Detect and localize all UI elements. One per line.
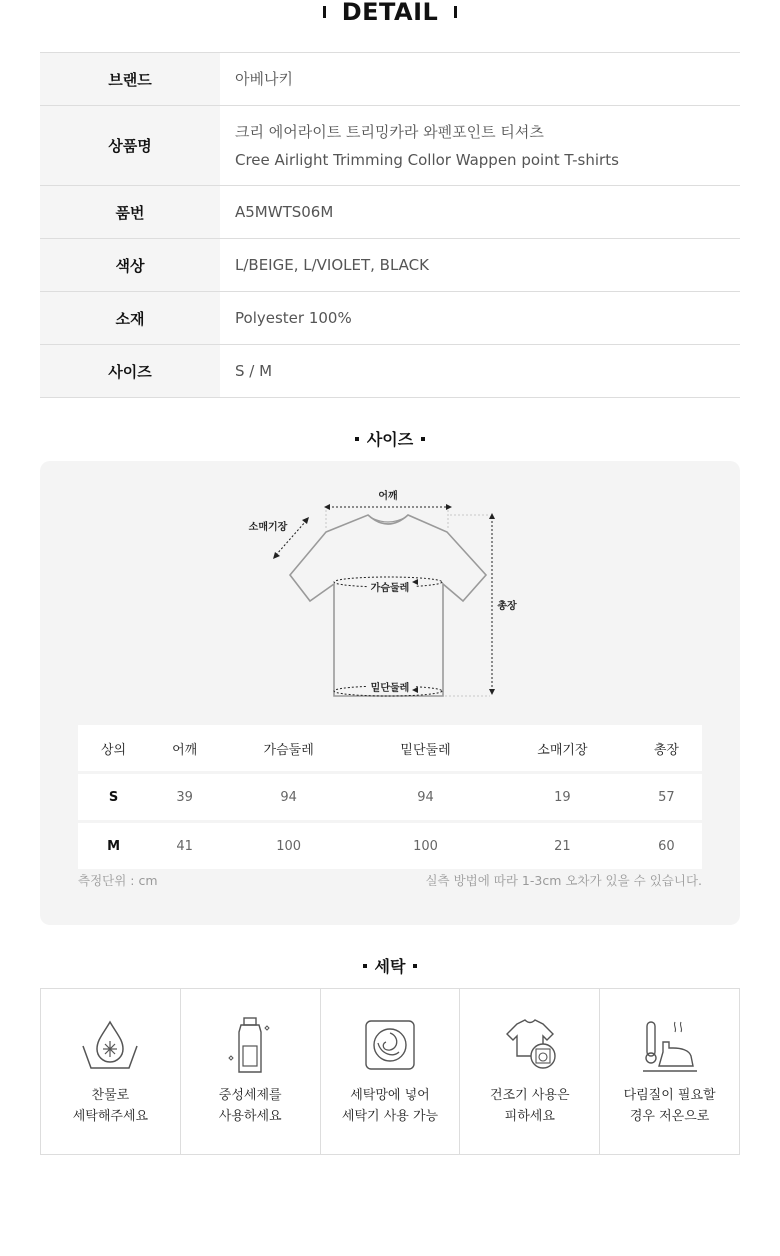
wash-care-line1: 중성세제를: [218, 1088, 282, 1103]
neutral-detergent-icon: [219, 1015, 281, 1077]
size-header-cell: 소매기장: [494, 725, 631, 771]
wash-care-line2: 피하세요: [504, 1109, 555, 1124]
size-cell: 100: [357, 823, 494, 869]
detail-label: 상품명: [40, 106, 220, 185]
wash-care-line2: 세탁해주세요: [72, 1109, 149, 1124]
size-title-text: 사이즈: [366, 430, 414, 449]
diagram-label-shoulder: 어깨: [378, 491, 398, 502]
detail-title-text: DETAIL: [341, 0, 439, 26]
no-tumble-dry-icon: [499, 1015, 561, 1077]
size-cell: M: [78, 823, 149, 869]
title-bar-right: [454, 6, 457, 18]
laundry-net-icon: [359, 1015, 421, 1077]
detail-row-brand: [40, 53, 740, 106]
size-cell: 41: [149, 823, 220, 869]
size-guide-box: [40, 461, 740, 925]
size-cell: S: [78, 774, 149, 820]
detail-value: S / M: [235, 362, 273, 380]
size-header-cell: 가슴둘레: [220, 725, 357, 771]
tshirt-outline: [290, 515, 486, 696]
detail-row-product-name: [40, 106, 740, 186]
wash-title-text: 세탁: [374, 957, 406, 976]
wash-care-line1: 찬물로: [91, 1088, 130, 1103]
wash-care-item: [460, 989, 600, 1154]
wash-care-line2: 세탁기 사용 가능: [341, 1109, 439, 1124]
size-table-row: [78, 823, 702, 869]
detail-label: 색상: [40, 239, 220, 291]
size-header-cell: 어깨: [149, 725, 220, 771]
detail-value: 아베나키: [235, 70, 293, 88]
size-cell: 94: [357, 774, 494, 820]
low-iron-icon: [639, 1015, 701, 1077]
measurement-error-note: 실측 방법에 따라 1-3cm 오차가 있을 수 있습니다.: [425, 873, 702, 888]
wash-care-line1: 건조기 사용은: [490, 1088, 570, 1103]
size-header-cell: 상의: [78, 725, 149, 771]
size-header-cell: 총장: [631, 725, 702, 771]
detail-value: Polyester 100%: [235, 309, 352, 327]
tshirt-measurement-diagram: [240, 483, 540, 708]
detail-row-size: [40, 345, 740, 398]
detail-section-title: [0, 0, 780, 26]
cold-water-wash-icon: [79, 1015, 141, 1077]
detail-row-item-number: [40, 186, 740, 239]
size-cell: 94: [220, 774, 357, 820]
title-bar-left: [323, 6, 326, 18]
wash-care-item: [321, 989, 461, 1154]
size-cell: 19: [494, 774, 631, 820]
detail-value: L/BEIGE, L/VIOLET, BLACK: [235, 256, 429, 274]
wash-care-line2: 경우 저온으로: [629, 1109, 710, 1124]
wash-section-title: [0, 954, 780, 977]
measurement-unit-note: 측정단위 : cm: [78, 873, 158, 888]
detail-label: 품번: [40, 186, 220, 238]
diagram-label-hem: 밑단둘레: [370, 683, 410, 694]
detail-label: 사이즈: [40, 345, 220, 397]
size-cell: 57: [631, 774, 702, 820]
product-detail-table: [40, 52, 740, 398]
size-cell: 39: [149, 774, 220, 820]
detail-value: A5MWTS06M: [235, 203, 334, 221]
diagram-label-chest: 가슴둘레: [370, 583, 410, 594]
wash-care-item: [600, 989, 739, 1154]
wash-care-line1: 다림질이 필요할: [623, 1088, 716, 1103]
detail-label: 소재: [40, 292, 220, 344]
detail-value-english: Cree Airlight Trimming Collor Wappen point T-shirts: [235, 150, 619, 169]
detail-row-color: [40, 239, 740, 292]
size-chart-table: [78, 722, 702, 872]
wash-care-grid: [40, 988, 740, 1155]
detail-value: 크리 에어라이트 트리밍카라 와펜포인트 티셔츠: [235, 122, 544, 141]
size-table-header-row: [78, 725, 702, 771]
diagram-label-sleeve: 소매기장: [248, 522, 288, 533]
size-cell: 21: [494, 823, 631, 869]
wash-care-line1: 세탁망에 넣어: [350, 1088, 430, 1103]
wash-care-line2: 사용하세요: [218, 1109, 282, 1124]
diagram-label-length: 총장: [497, 601, 517, 612]
size-cell: 100: [220, 823, 357, 869]
size-cell: 60: [631, 823, 702, 869]
detail-label: 브랜드: [40, 53, 220, 105]
wash-care-item: [41, 989, 181, 1154]
detail-row-material: [40, 292, 740, 345]
size-header-cell: 밑단둘레: [357, 725, 494, 771]
size-table-row: [78, 774, 702, 820]
size-section-title: [0, 427, 780, 450]
wash-care-item: [181, 989, 321, 1154]
